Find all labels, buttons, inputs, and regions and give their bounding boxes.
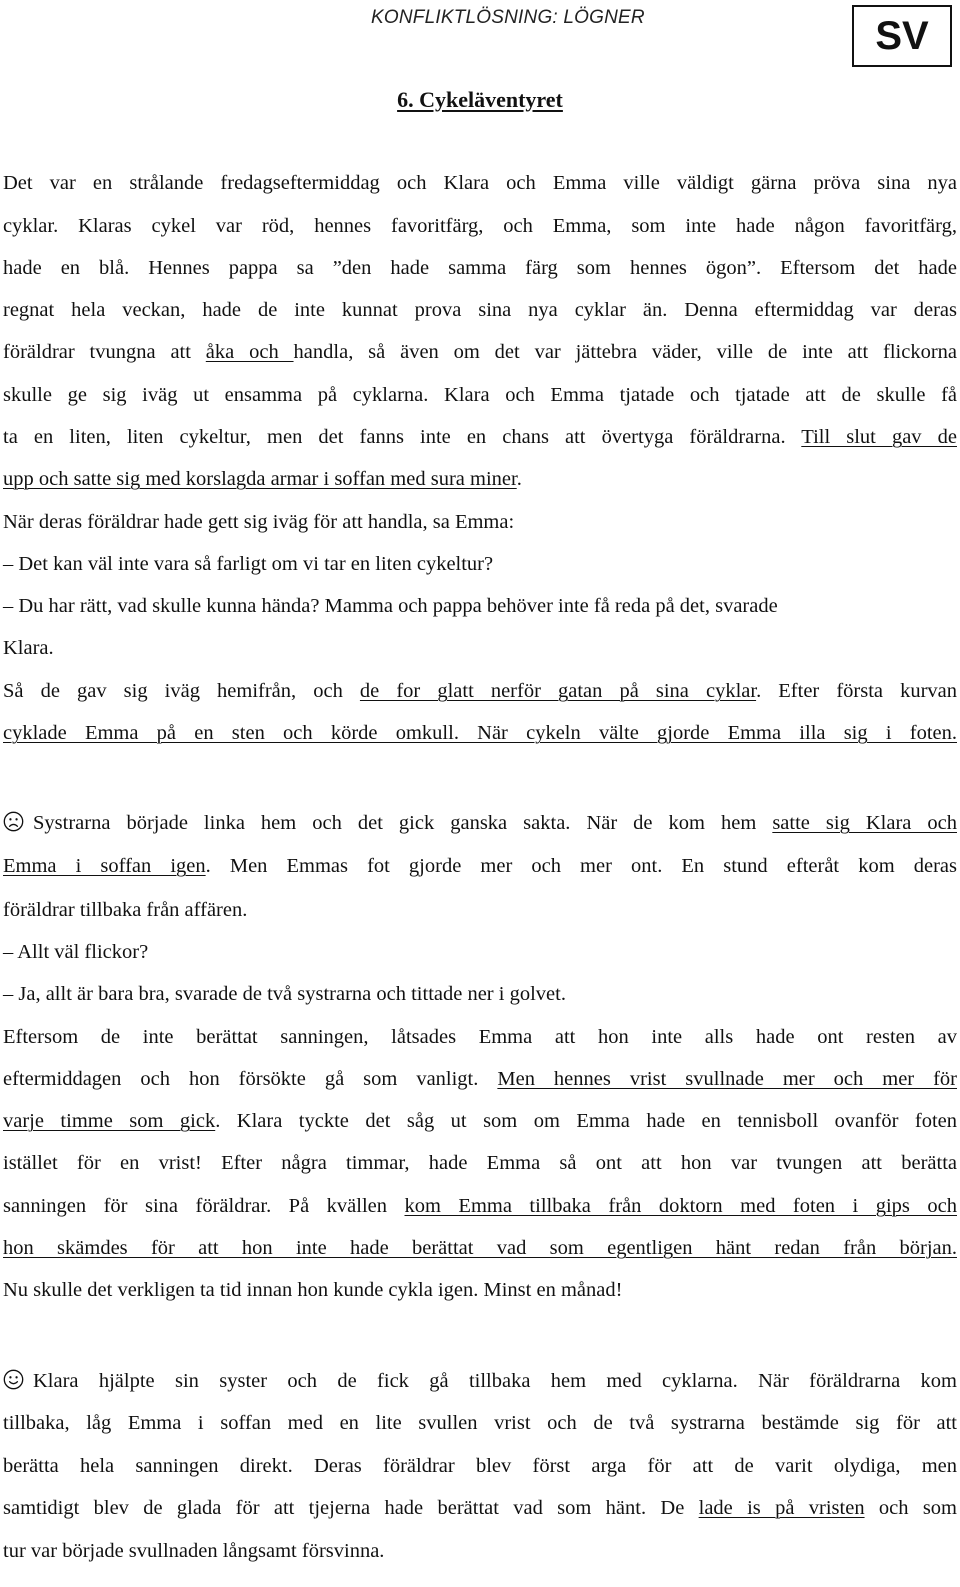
text-segment: skulle ge sig iväg ut ensamma på cyklarna. Klara och Emma tjatade och tjatade att de skulle få bbox=[3, 384, 957, 406]
underlined-text: cyklade Emma på en sten och körde omkull. När cykeln välte gjorde Emma illa sig i foten. bbox=[3, 722, 957, 744]
text-segment: . Klara tyckte det såg ut som om Emma hade en tennisboll ovanför foten bbox=[215, 1110, 957, 1132]
text-segment: – Ja, allt är bara bra, svarade de två systrarna och tittade ner i golvet. bbox=[3, 983, 566, 1005]
page-title bbox=[0, 87, 960, 113]
underlined-text: de for glatt nerför gatan på sina cyklar bbox=[359, 680, 757, 702]
text-line bbox=[3, 677, 957, 705]
text-segment: sanningen för sina föräldrar. På kvällen bbox=[3, 1195, 405, 1217]
text-segment: Eftersom de inte berättat sanningen, låtsades Emma att hon inte alls hade ont resten av bbox=[3, 1026, 957, 1048]
text-line bbox=[3, 938, 957, 966]
underlined-text: upp och satte sig med korslagda armar i soffan med sura miner bbox=[3, 468, 517, 490]
text-segment: föräldrar tvungna att bbox=[3, 341, 206, 363]
text-line bbox=[3, 809, 957, 837]
text-segment: – Du har rätt, vad skulle kunna hända? Mamma och pappa behöver inte få reda på det, svarade bbox=[3, 595, 778, 617]
text-line bbox=[3, 296, 957, 324]
text-segment: eftermiddagen och hon försökte gå som vanligt. bbox=[3, 1068, 498, 1090]
text-segment: Systrarna började linka hem och det gick ganska sakta. När de kom hem bbox=[33, 812, 773, 834]
text-segment: Så de gav sig iväg hemifrån, och bbox=[3, 680, 360, 702]
language-badge: SV bbox=[852, 5, 952, 67]
text-line bbox=[3, 465, 957, 493]
underlined-text: varje timme som gick bbox=[3, 1110, 216, 1132]
happy-face-icon bbox=[3, 1369, 24, 1390]
text-line bbox=[3, 980, 957, 1008]
text-line bbox=[3, 1276, 957, 1304]
underlined-text: Till slut gav de bbox=[801, 426, 957, 448]
underlined-text: satte sig Klara och bbox=[772, 812, 957, 834]
text-line bbox=[3, 254, 957, 282]
header-label: KONFLIKTLÖSNING: LÖGNER bbox=[371, 7, 645, 28]
text-line bbox=[3, 852, 957, 880]
text-line bbox=[3, 338, 957, 366]
text-segment: tillbaka, låg Emma i soffan med en lite svullen vrist och de två systrarna bestämde sig för att bbox=[3, 1412, 957, 1434]
text-segment: . Men Emmas fot gjorde mer och mer ont. En stund efteråt kom deras bbox=[205, 855, 957, 877]
text-line bbox=[3, 550, 957, 578]
text-segment: Klara hjälpte sin syster och de fick gå tillbaka hem med cyklarna. När föräldrarna kom bbox=[33, 1370, 957, 1392]
text-line bbox=[3, 719, 957, 747]
text-line bbox=[3, 1452, 957, 1480]
page-title-text: 6. Cykeläventyret bbox=[397, 87, 563, 112]
text-line bbox=[3, 1537, 957, 1565]
text-line bbox=[3, 1107, 957, 1135]
underlined-text: lade is på vristen bbox=[698, 1497, 865, 1519]
text-line bbox=[3, 1234, 957, 1262]
text-segment: hade en blå. Hennes pappa sa ”den hade samma färg som hennes ögon”. Eftersom det hade bbox=[3, 257, 957, 279]
text-segment: Klara. bbox=[3, 637, 54, 659]
text-line bbox=[3, 1192, 957, 1220]
text-segment: föräldrar tillbaka från affären. bbox=[3, 899, 248, 921]
text-segment: berätta hela sanningen direkt. Deras föräldrar blev först arga för att de varit olydiga, men bbox=[3, 1455, 957, 1477]
text-line bbox=[3, 381, 957, 409]
underlined-text: hon skämdes för att hon inte hade berättat vad som egentligen hänt redan från början. bbox=[3, 1237, 957, 1259]
text-segment: Det var en strålande fredagseftermiddag och Klara och Emma ville väldigt gärna pröva sina nya bbox=[3, 172, 957, 194]
text-segment: Nu skulle det verkligen ta tid innan hon kunde cykla igen. Minst en månad! bbox=[3, 1279, 623, 1301]
text-line bbox=[3, 1023, 957, 1051]
text-segment: – Det kan väl inte vara så farligt om vi tar en liten cykeltur? bbox=[3, 553, 494, 575]
text-segment: samtidigt blev de glada för att tjejerna hade berättat vad som hänt. De bbox=[3, 1497, 699, 1519]
underlined-text: kom Emma tillbaka från doktorn med foten i gips och bbox=[404, 1195, 957, 1217]
text-segment: . Efter första kurvan bbox=[756, 680, 958, 702]
text-line bbox=[3, 508, 957, 536]
text-segment: ta en liten, liten cykeltur, men det fanns inte en chans att övertyga föräldrarna. bbox=[3, 426, 802, 448]
text-segment: När deras föräldrar hade gett sig iväg för att handla, sa Emma: bbox=[3, 511, 515, 533]
text-line bbox=[3, 212, 957, 240]
text-segment: cyklar. Klaras cykel var röd, hennes favoritfärg, och Emma, som inte hade någon favoritfärg, bbox=[3, 215, 957, 237]
text-segment: istället för en vrist! Efter några timmar, hade Emma så ont att hon var tvungen att berätta bbox=[3, 1152, 957, 1174]
text-line bbox=[3, 1065, 957, 1093]
text-segment: och som bbox=[864, 1497, 957, 1519]
text-segment: handla, så även om det var jättebra väder, ville de inte att flickorna bbox=[293, 341, 958, 363]
text-line bbox=[3, 423, 957, 451]
text-line bbox=[3, 634, 957, 662]
underlined-text: Men hennes vrist svullnade mer och mer för bbox=[497, 1068, 958, 1090]
underlined-text: Emma i soffan igen bbox=[3, 855, 206, 877]
text-line bbox=[3, 592, 957, 620]
text-line bbox=[3, 1367, 957, 1395]
text-segment: regnat hela veckan, hade de inte kunnat prova sina nya cyklar än. Denna eftermiddag var deras bbox=[3, 299, 957, 321]
text-line bbox=[3, 1494, 957, 1522]
text-line bbox=[3, 1149, 957, 1177]
text-segment: tur var började svullnaden långsamt försvinna. bbox=[3, 1540, 385, 1562]
underlined-text: åka och bbox=[205, 341, 294, 363]
text-segment: . bbox=[516, 468, 522, 490]
text-segment: – Allt väl flickor? bbox=[3, 941, 149, 963]
sad-face-icon bbox=[3, 811, 24, 832]
text-line bbox=[3, 896, 957, 924]
text-line bbox=[3, 1409, 957, 1437]
text-line bbox=[3, 169, 957, 197]
